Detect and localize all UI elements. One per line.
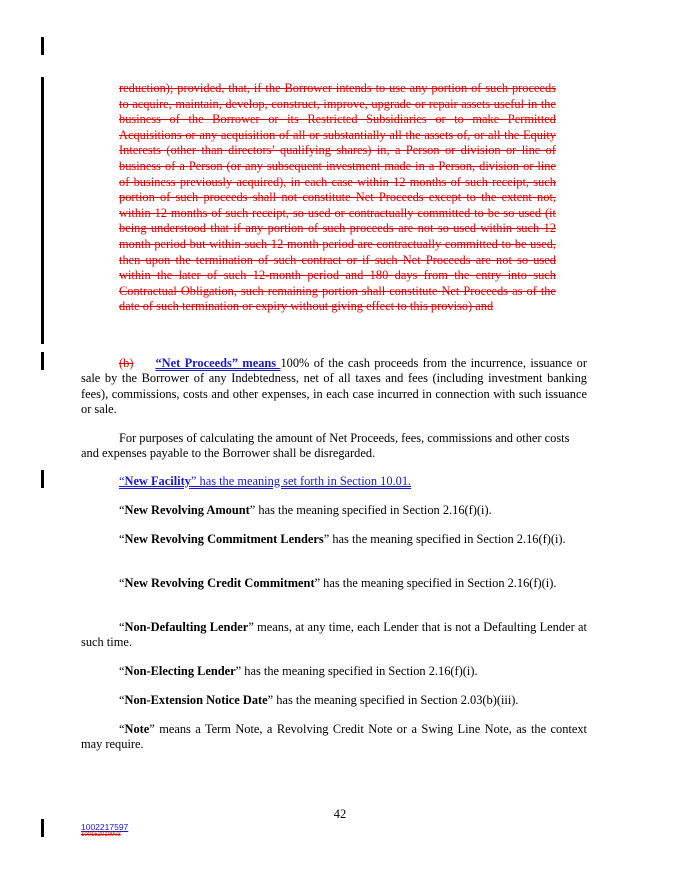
deleted-proviso-text: reduction); provided, that, if the Borrower intends to use any portion of such proceeds to acquire, maintain, develop, construct, improve, upgrade or repair assets useful in the business of the Borrower or its Restricted Subsidiaries or to make Permitted Acquisitions or any acquisition of all or substantially all the assets of, or all the Equity Interests (other than directors’ qualifying shares) in, a Person or division or line of business of a Person (or any subsequent investment made in a Person, division or line of business previously acquired), in each case within 12 months of such receipt, such portion of such proceeds shall not constitute Net Proceeds except to the extent not, within 12 months of such receipt, so used or contractually committed to be so used (it being understood that if any portion of such proceeds are not so used within such 12 month period but within such 12 month period are contractually committed to be used, then upon the termination of such contract or if such Net Proceeds are not so used within the later of such 12-month period and 180 days from the entry into such Contractual Obligation, such remaining portion shall constitute Net Proceeds as of the date of such termination or expiry without giving effect to this proviso) and xyxy=(119,81,556,314)
net-proceeds-term: “Net Proceeds” means xyxy=(155,356,281,370)
definition-note: “Note” means a Term Note, a Revolving Credit Note or a Swing Line Note, as the context may require. xyxy=(81,722,587,752)
change-bar xyxy=(41,37,44,55)
net-proceeds-definition xyxy=(81,356,587,418)
new-facility-inserted-text: “New Facility” has the meaning set forth in Section 10.01. xyxy=(119,474,412,488)
definition-new-revolving-amount: “New Revolving Amount” has the meaning specified in Section 2.16(f)(i). xyxy=(119,503,492,517)
footer-doc-id: 1002217597 xyxy=(81,822,129,832)
definition-non-extension-notice-date: “Non-Extension Notice Date” has the meaning specified in Section 2.03(b)(iii). xyxy=(119,693,519,707)
new-facility-definition xyxy=(81,474,587,489)
change-bar xyxy=(41,470,44,488)
deleted-marker: (b) xyxy=(119,356,134,370)
purposes-text: For purposes of calculating the amount of Net Proceeds, fees, commissions and other costs and expenses payable to the Borrower shall be disregarded. xyxy=(81,431,570,461)
net-proceeds-text: 100% of the cash proceeds from the incurrence, issuance or sale by the Borrower of any Indebtedness, net of all taxes and fees (including investment banking fees), commissions, costs and other expenses, in each case incurred in connection with such issuance or sale. xyxy=(81,356,587,417)
page-number: 42 xyxy=(333,807,347,821)
definition-non-electing-lender: “Non-Electing Lender” has the meaning specified in Section 2.16(f)(i). xyxy=(119,664,478,678)
definition-non-defaulting-lender: “Non-Defaulting Lender” means, at any time, each Lender that is not a Defaulting Lender at such time. xyxy=(81,620,587,650)
definition-new-revolving-commitment-lenders: “New Revolving Commitment Lenders” has the meaning specified in Section 2.16(f)(i). xyxy=(119,532,566,546)
footer-old-doc-id: 1001520109v3 xyxy=(81,832,121,838)
purposes-paragraph xyxy=(81,431,587,462)
change-bar xyxy=(41,352,44,370)
definition-new-revolving-credit-commitment: “New Revolving Credit Commitment” has the meaning specified in Section 2.16(f)(i). xyxy=(119,576,557,590)
change-bar xyxy=(41,77,44,344)
